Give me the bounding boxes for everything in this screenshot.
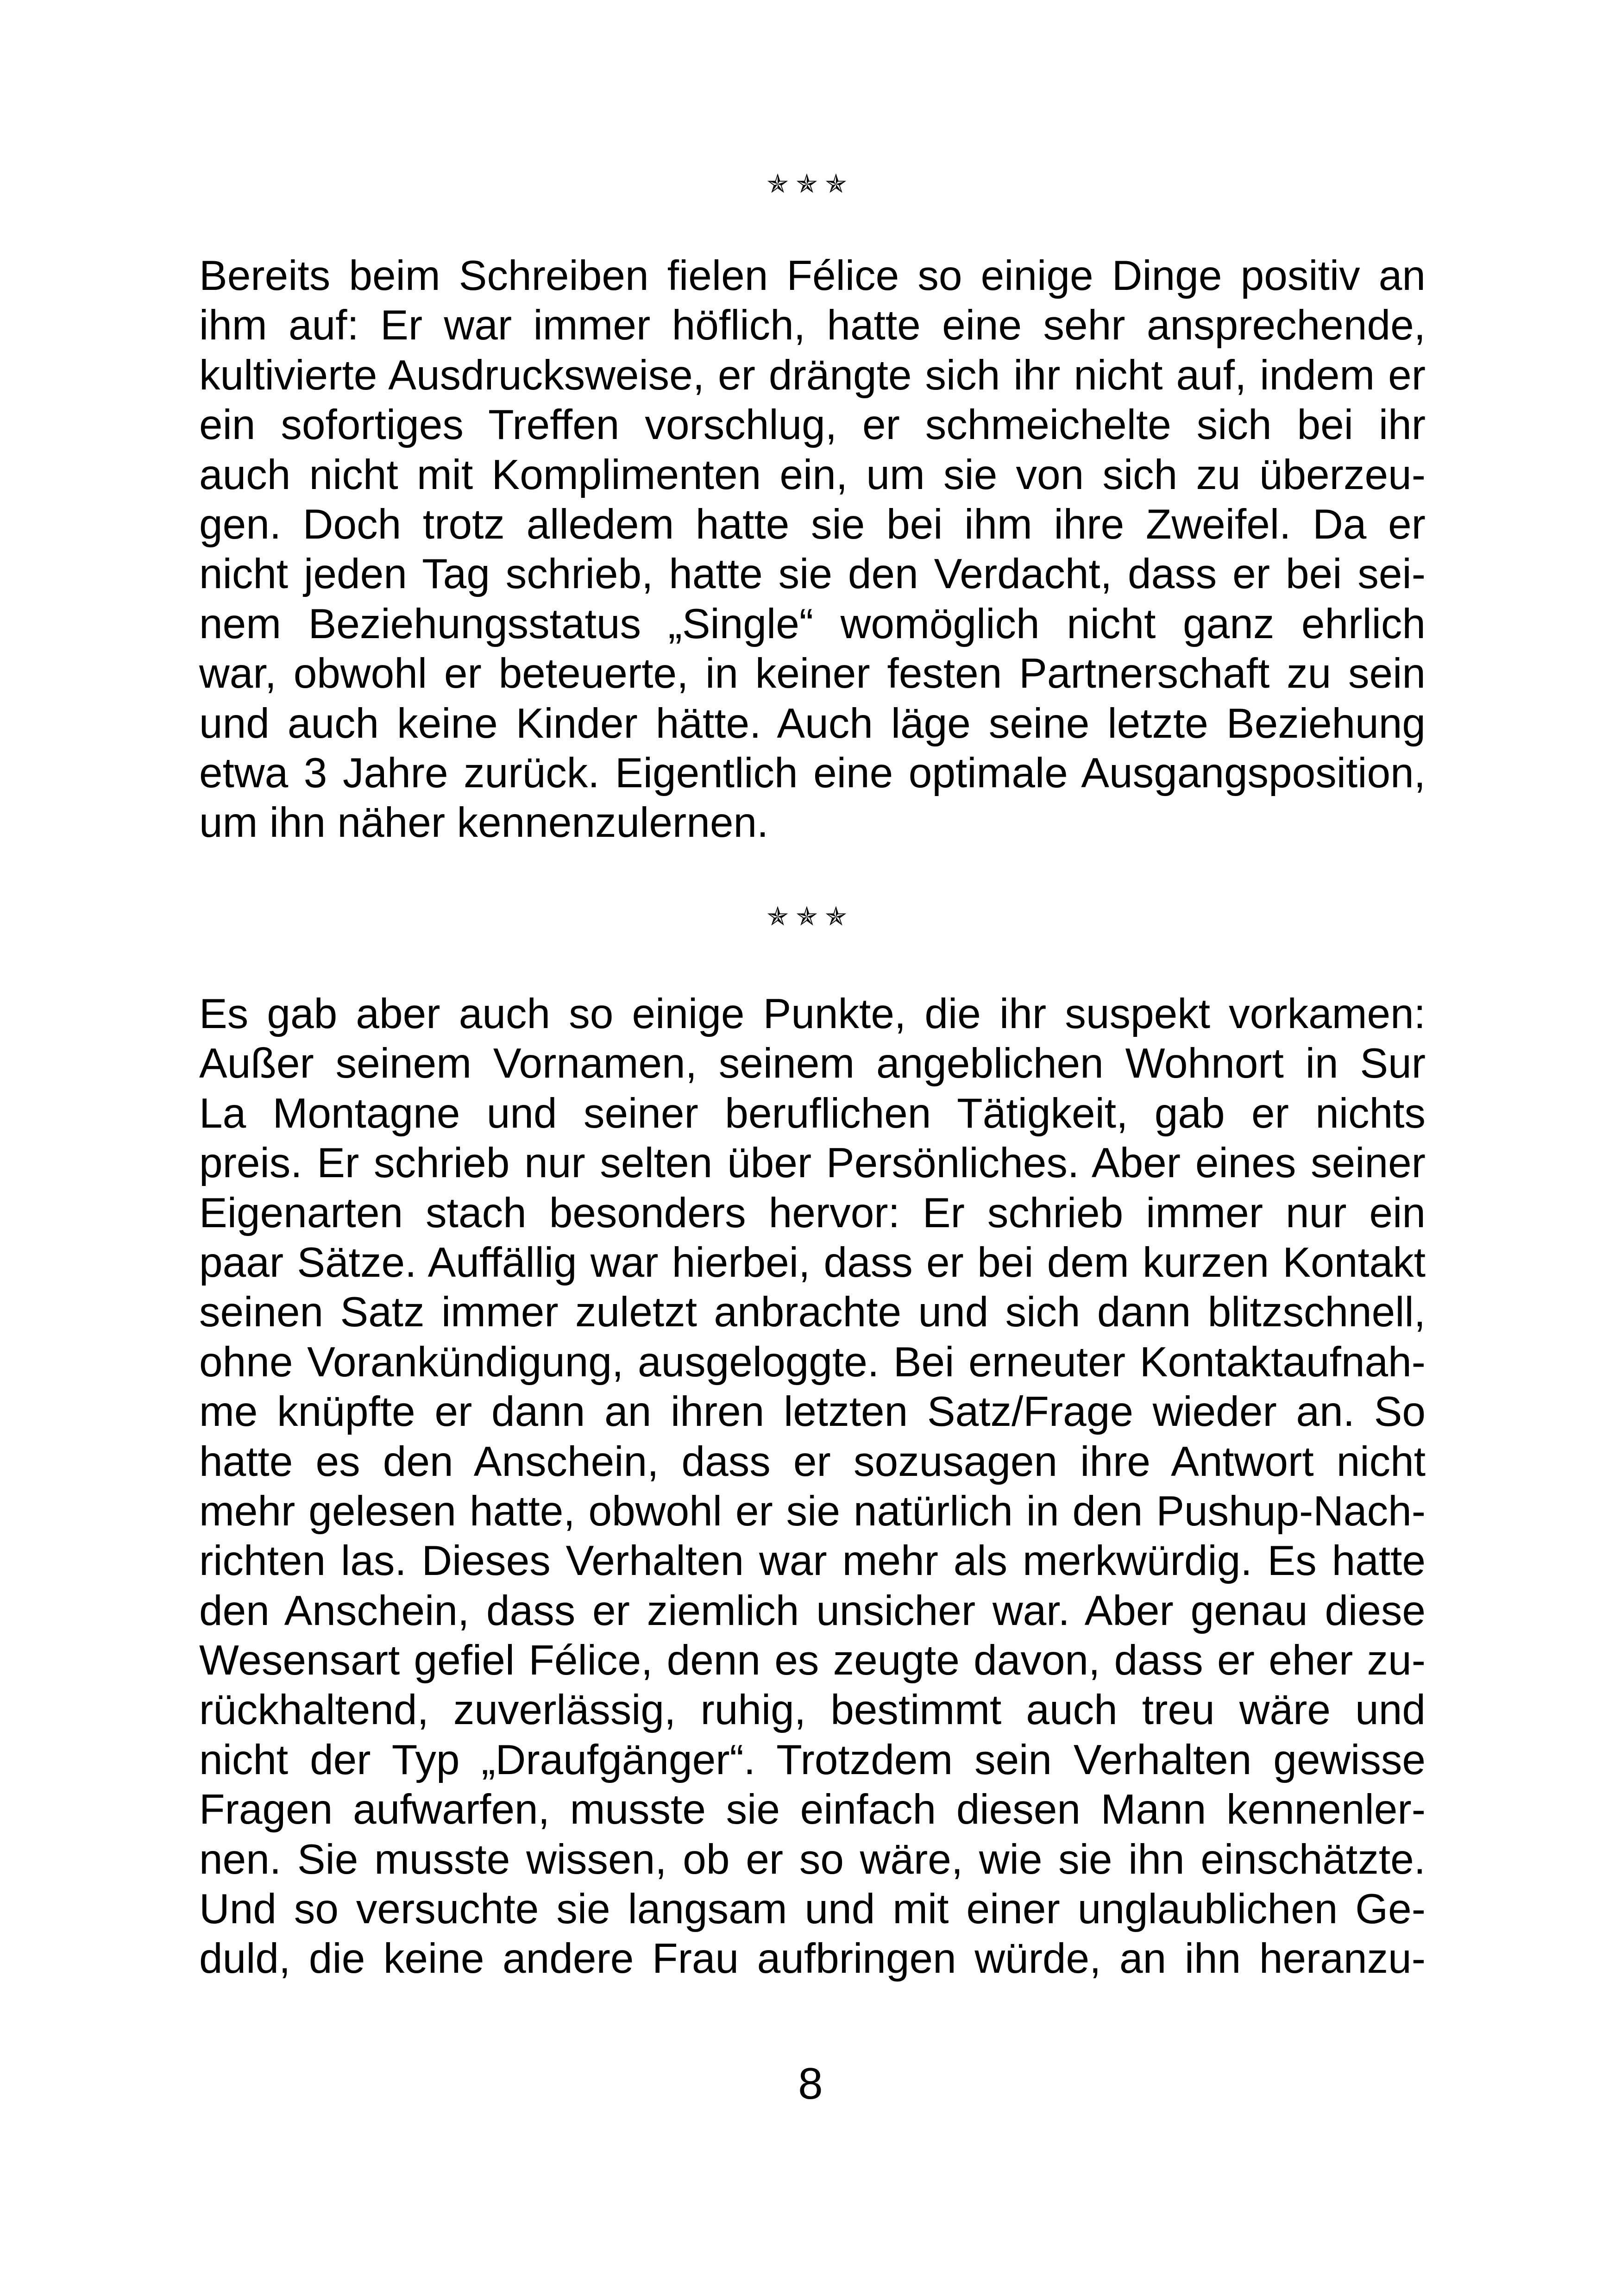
text-line: war, obwohl er beteuerte, in keiner festen Partnerschaft zu sein: [199, 650, 1426, 697]
paragraph-2: [199, 989, 1426, 1984]
text-line: um ihn näher kennenzulernen.: [199, 799, 769, 847]
text-line: ihm auf: Er war immer höflich, hatte eine sehr ansprechende,: [199, 302, 1426, 349]
text-line: mehr gelesen hatte, obwohl er sie natürlich in den Pushup-Nach-: [199, 1487, 1426, 1535]
text-line: Und so versuchte sie langsam und mit einer unglaublichen Ge-: [199, 1886, 1426, 1933]
text-line: den Anschein, dass er ziemlich unsicher war. Aber genau diese: [199, 1587, 1426, 1634]
text-line: Wesensart gefiel Félice, denn es zeugte davon, dass er eher zu-: [199, 1637, 1426, 1684]
section-divider-stars: ✯✯✯: [767, 169, 854, 199]
text-line: duld, die keine andere Frau aufbringen würde, an ihn heranzu-: [199, 1935, 1426, 1982]
text-line: kultivierte Ausdrucksweise, er drängte sich ihr nicht auf, indem er: [199, 351, 1426, 399]
text-line: richten las. Dieses Verhalten war mehr als merkwürdig. Es hatte: [199, 1537, 1426, 1585]
text-line: Bereits beim Schreiben fielen Félice so einige Dinge positiv an: [199, 252, 1426, 299]
text-line: Es gab aber auch so einige Punkte, die ihr suspekt vorkamen:: [199, 991, 1426, 1037]
text-line: nen. Sie musste wissen, ob er so wäre, wie sie ihn einschätzte.: [199, 1836, 1426, 1883]
text-line: hatte es den Anschein, dass er sozusagen ihre Antwort nicht: [199, 1438, 1426, 1485]
page-number: 8: [798, 2059, 823, 2108]
paragraph-1: [199, 251, 1426, 848]
text-line: me knüpfte er dann an ihren letzten Satz/Frage wieder an. So: [199, 1388, 1426, 1436]
text-line: auch nicht mit Komplimenten ein, um sie von sich zu überzeu-: [199, 451, 1426, 498]
text-line: Außer seinem Vornamen, seinem angeblichen Wohnort in Sur: [199, 1040, 1426, 1087]
text-line: und auch keine Kinder hätte. Auch läge seine letzte Beziehung: [199, 700, 1426, 747]
section-divider-stars: ✯✯✯: [767, 902, 854, 932]
text-line: preis. Er schrieb nur selten über Persönliches. Aber eines seiner: [199, 1140, 1426, 1187]
text-line: nicht der Typ „Draufgänger“. Trotzdem sein Verhalten gewisse: [199, 1736, 1426, 1783]
text-line: seinen Satz immer zuletzt anbrachte und sich dann blitzschnell,: [199, 1289, 1426, 1336]
text-line: ohne Vorankündigung, ausgeloggte. Bei erneuter Kontaktaufnah-: [199, 1338, 1426, 1386]
text-line: etwa 3 Jahre zurück. Eigentlich eine optimale Ausgangsposition,: [199, 749, 1426, 797]
text-line: nicht jeden Tag schrieb, hatte sie den Verdacht, dass er bei sei-: [199, 551, 1426, 598]
text-line: gen. Doch trotz alledem hatte sie bei ihm ihre Zweifel. Da er: [199, 501, 1426, 548]
text-line: Fragen aufwarfen, musste sie einfach diesen Mann kennenler-: [199, 1786, 1426, 1833]
text-line: ein sofortiges Treffen vorschlug, er schmeichelte sich bei ihr: [199, 401, 1426, 449]
text-line: La Montagne und seiner beruflichen Tätigkeit, gab er nichts: [199, 1090, 1426, 1137]
text-line: rückhaltend, zuverlässig, ruhig, bestimmt auch treu wäre und: [199, 1687, 1426, 1734]
text-line: nem Beziehungsstatus „Single“ womöglich nicht ganz ehrlich: [199, 600, 1426, 647]
text-line: paar Sätze. Auffällig war hierbei, dass er bei dem kurzen Kontakt: [199, 1239, 1426, 1286]
text-line: Eigenarten stach besonders hervor: Er schrieb immer nur ein: [199, 1189, 1426, 1236]
